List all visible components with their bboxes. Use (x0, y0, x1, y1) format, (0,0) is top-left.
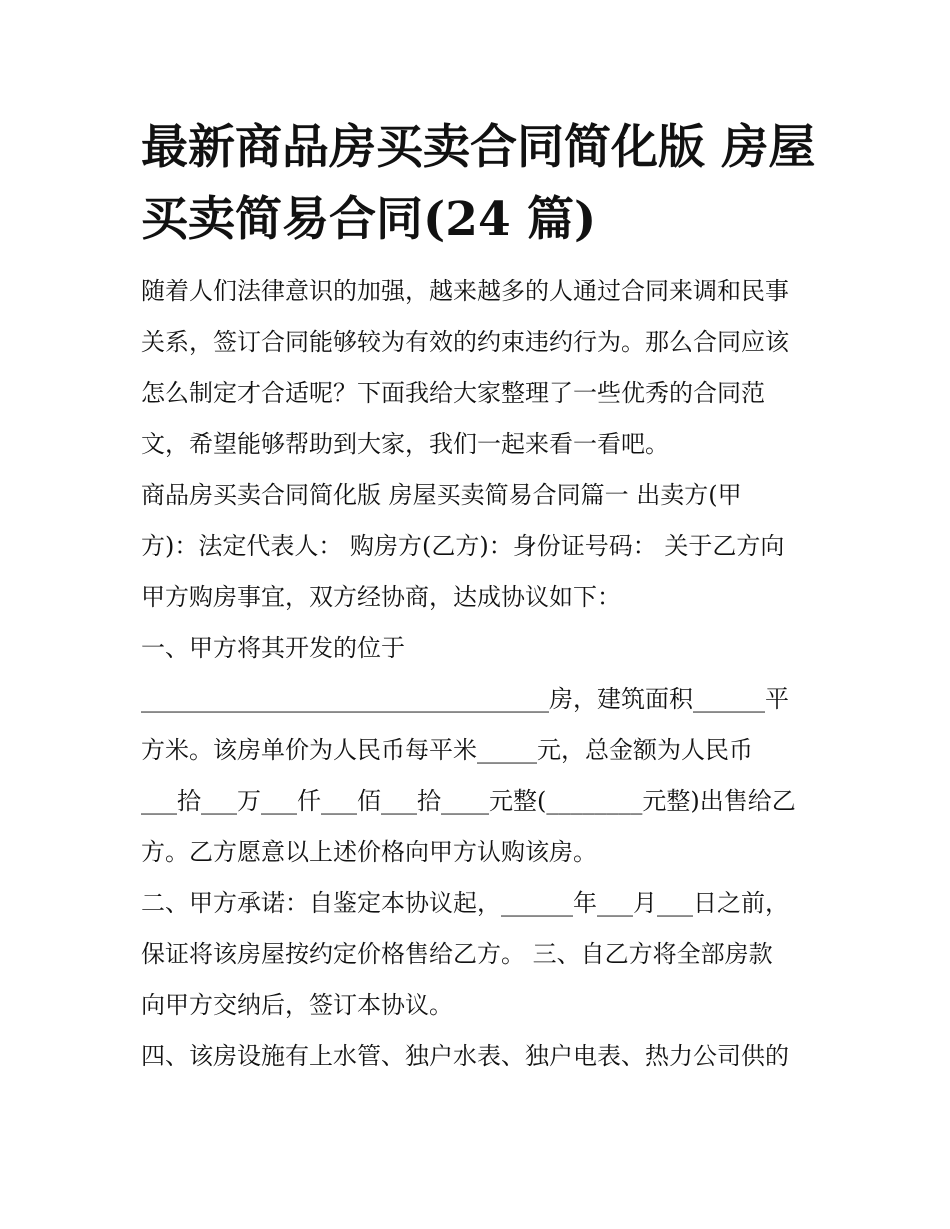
body-line: 文，希望能够帮助到大家，我们一起来看一看吧。 (141, 430, 669, 458)
body-line: 方)：法定代表人： 购房方(乙方)：身份证号码： 关于乙方向 (141, 532, 785, 560)
body-line: 方米。该房单价为人民币每平米_____元，总金额为人民币 (141, 736, 753, 764)
document-body (141, 266, 821, 1082)
body-line: 商品房买卖合同简化版 房屋买卖简易合同篇一 出卖方(甲 (141, 481, 742, 509)
body-line: 一、甲方将其开发的位于 (141, 634, 405, 662)
body-line: 关系，签订合同能够较为有效的约束违约行为。那么合同应该 (141, 328, 789, 356)
body-line: 方。乙方愿意以上述价格向甲方认购该房。 (141, 838, 597, 866)
body-line: 怎么制定才合适呢？下面我给大家整理了一些优秀的合同范 (141, 379, 765, 407)
body-line: 保证将该房屋按约定价格售给乙方。 三、自乙方将全部房款 (141, 940, 773, 968)
body-line: 二、甲方承诺：自鉴定本协议起，______年___月___日之前， (141, 889, 789, 917)
document-page (141, 112, 821, 1082)
document-title: 最新商品房买卖合同简化版 房屋买卖简易合同(24 篇) (141, 120, 816, 247)
body-line: 四、该房设施有上水管、独户水表、独户电表、热力公司供的 (141, 1042, 789, 1070)
body-line: 甲方购房事宜，双方经协商，达成协议如下： (141, 583, 621, 611)
body-line: 随着人们法律意识的加强，越来越多的人通过合同来调和民事 (141, 277, 789, 305)
body-line: __________________________________房，建筑面积______平 (141, 685, 789, 713)
body-line: ___拾___万___仟___佰___拾____元整(________元整)出售给乙 (141, 787, 796, 815)
body-line: 向甲方交纳后，签订本协议。 (141, 991, 453, 1019)
